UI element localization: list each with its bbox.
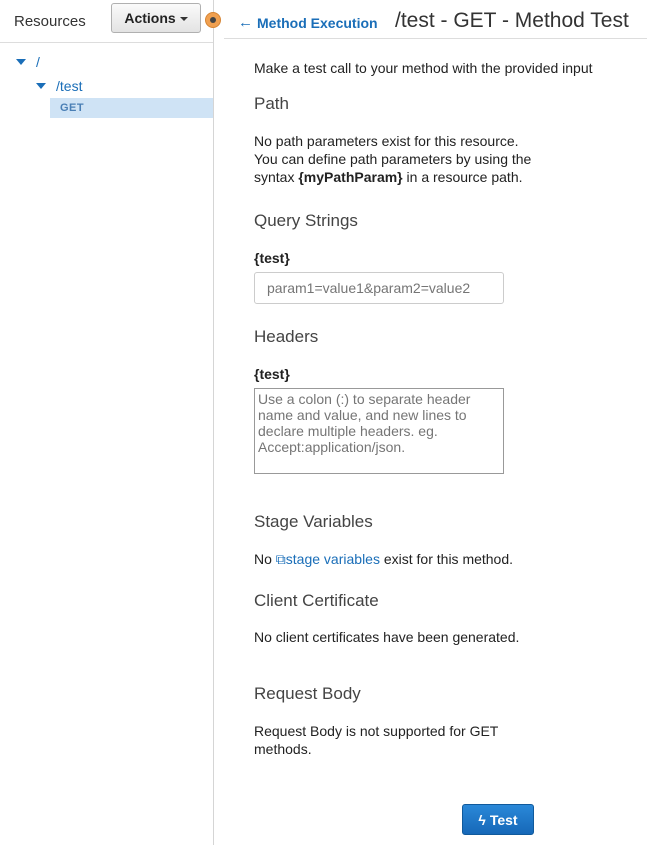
request-body-text [254,722,634,758]
page-title: /test - GET - Method Test [395,9,629,32]
sidebar-header [0,0,213,43]
back-link-label: Method Execution [257,14,378,31]
lightning-bolt-icon: ϟ [478,811,486,828]
expand-triangle-icon[interactable] [16,59,26,65]
method-get-label: GET [60,102,85,114]
tree-item-get-method[interactable] [50,98,213,118]
headers-heading: Headers [254,327,319,346]
tree-item-root[interactable] [16,52,40,72]
stage-variables-text [254,550,513,568]
external-link-icon: ⧉ [275,551,286,567]
page-header [224,0,647,39]
path-line-3 [254,168,634,186]
query-strings-heading: Query Strings [254,211,358,230]
actions-button[interactable] [111,3,201,33]
headers-textarea[interactable] [254,388,504,474]
test-button[interactable] [462,804,534,835]
query-param-label: {test} [254,250,290,266]
path-line-3-post: in a resource path. [402,169,523,185]
path-line-2: You can define path parameters by using the [254,151,532,167]
sidebar-title: Resources [14,13,86,30]
tree-item-root-label: / [36,54,40,70]
intro-text: Make a test call to your method with the provided input [254,60,593,76]
actions-label: Actions [124,10,176,26]
request-body-line-2: methods. [254,741,312,757]
stage-text-post: exist for this method. [379,551,514,567]
chevron-down-icon [180,17,188,21]
sidebar-collapse-handle[interactable] [205,12,221,28]
stage-text-pre: No [254,551,276,567]
client-certificate-text: No client certificates have been generated. [254,629,520,645]
test-button-label: Test [489,811,518,828]
tree-item-test[interactable] [36,76,82,96]
resources-sidebar [0,0,214,845]
stage-variables-heading: Stage Variables [254,512,373,531]
path-heading: Path [254,94,289,113]
path-line-1: No path parameters exist for this resource. [254,133,519,149]
expand-triangle-icon[interactable] [36,83,46,89]
back-to-method-execution-link[interactable] [238,14,378,31]
request-body-line-1: Request Body is not supported for GET [254,723,499,739]
path-param-syntax: {myPathParam} [298,169,403,185]
arrow-left-icon: ← [238,14,253,31]
query-string-input[interactable] [254,272,504,304]
client-certificate-heading: Client Certificate [254,591,379,610]
path-description [254,132,634,186]
headers-param-label: {test} [254,366,290,382]
request-body-heading: Request Body [254,684,361,703]
stage-variables-link-label: stage variables [285,551,380,567]
tree-item-test-label: /test [56,78,83,94]
path-line-3-pre: syntax [254,169,299,185]
stage-variables-link[interactable] [276,551,380,567]
